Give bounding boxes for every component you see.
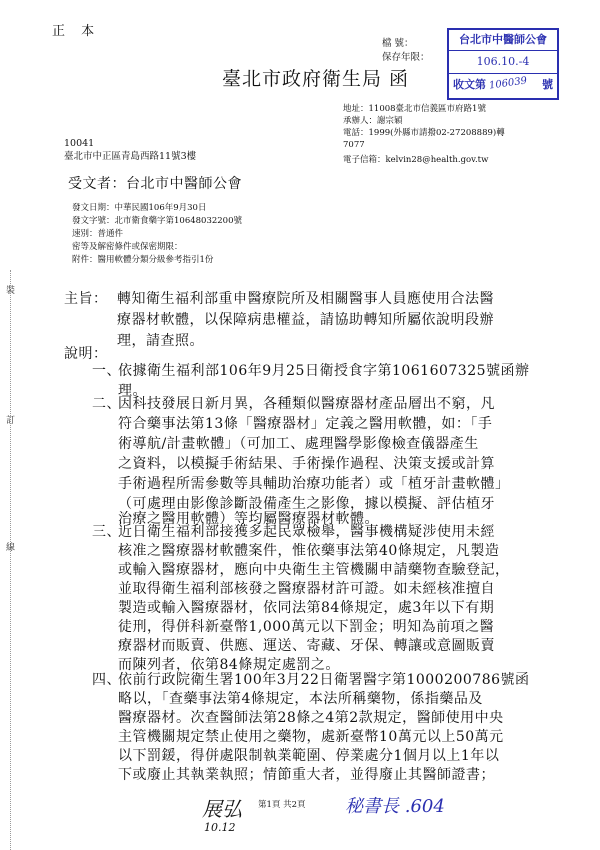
- subject-line: 理，請查照。: [117, 333, 204, 349]
- recipient-address: 臺北市中正區青島西路11號3樓: [64, 151, 197, 162]
- copy-mark: 正 本: [52, 24, 101, 39]
- item-line: 略以，「查藥事法第4條規定，本法所稱藥物，係指藥品及: [118, 691, 483, 707]
- item-line: 近日衛生福利部接獲多起民眾檢舉，醫事機構疑涉使用未經: [118, 524, 495, 540]
- margin-mark-staple: 訂: [6, 416, 16, 426]
- item-line: 以下罰鍰，得併處限制執業範圍、停業處分1個月以上1年以: [118, 748, 500, 764]
- handwritten-note-left: 展弘: [202, 797, 242, 821]
- item-line: 因科技發展日新月異，各種類似醫療器材產品層出不窮，凡: [118, 396, 495, 412]
- urgency: 速別：普通件: [72, 229, 124, 239]
- item-line: 治療之醫用軟體）等均屬醫療器材軟體。: [118, 511, 379, 527]
- item-line: 並取得衛生福利部核發之醫療器材許可證。如未經核准擅自: [118, 581, 495, 597]
- item-line: 醫療器材。次查醫師法第28條之4第2款規定，醫師使用中央: [118, 710, 504, 726]
- confidentiality: 密等及解密條件或保密期限：: [72, 242, 183, 252]
- binding-line: [10, 270, 11, 850]
- recipient-postal-code: 10041: [64, 138, 95, 149]
- sender-address: 地址：11008臺北市信義區市府路1號: [343, 104, 486, 114]
- item-number: 一、: [92, 363, 121, 379]
- item-line: 徒刑，得併科新臺幣1,000萬元以下罰金；明知為前項之醫: [118, 619, 495, 635]
- handwritten-signature: 秘書長 .604: [345, 796, 445, 817]
- stamp-received-label: 收文第: [453, 78, 486, 91]
- stamp-received-suffix: 號: [542, 78, 553, 91]
- item-line: 符合藥事法第13條「醫療器材」定義之醫用軟體，如：「手: [118, 416, 493, 432]
- stamp-received-number: 106039: [488, 75, 528, 92]
- contact-person: 承辦人：謝宗穎: [343, 116, 403, 126]
- margin-mark-bind: 裝: [6, 286, 16, 296]
- document-title: 臺北市政府衛生局 函: [222, 68, 410, 90]
- page-number: 第1頁 共2頁: [258, 800, 306, 810]
- subject-label: 主旨：: [64, 291, 108, 307]
- retention-label: 保存年限：: [382, 52, 430, 63]
- explanation-label: 說明：: [64, 346, 108, 362]
- contact-phone: 電話：1999(外縣市請撥02-27208889)轉: [343, 128, 505, 138]
- attachment: 附件：醫用軟體分類分級參考指引1份: [72, 255, 214, 265]
- handwritten-date: 10.12: [204, 821, 236, 834]
- item-line: 或輸入醫療器材，應向中央衛生主管機關申請藥物查驗登記，: [118, 562, 510, 578]
- item-line: 製造或輸入醫療器材，依同法第84條規定，處3年以下有期: [118, 600, 495, 616]
- item-line: 下或廢止其執業執照；情節重大者，並得廢止其醫師證書；: [118, 767, 495, 783]
- item-line: 之資料，以模擬手術結果、手術操作過程、決策支援或計算: [118, 456, 495, 472]
- item-line: （可處理由影像診斷設備產生之影像，據以模擬、評估植牙: [118, 496, 495, 512]
- contact-phone-ext: 7077: [343, 140, 365, 150]
- contact-email: 電子信箱：kelvin28@health.gov.tw: [343, 155, 489, 165]
- item-line: 手術過程所需參數等具輔助治療功能者）或「植牙計畫軟體」: [118, 476, 510, 492]
- item-line: 依前行政院衛生署100年3月22日衛署醫字第1000200786號函: [118, 672, 530, 688]
- subject-line: 療器材軟體，以保障病患權益，請協助轉知所屬依說明段辦: [117, 312, 494, 328]
- item-line: 依據衛生福利部106年9月25日衛授食字第1061607325號函辦: [118, 363, 530, 379]
- item-line: 而陳列者，依第84條規定處罰之。: [118, 657, 340, 673]
- file-number-label: 檔 號：: [382, 38, 414, 49]
- stamp-date: 106.10.-4: [449, 51, 557, 74]
- recipient: 受文者：台北市中醫師公會: [68, 176, 242, 192]
- stamp-org: 台北市中醫師公會: [449, 30, 557, 51]
- item-number: 四、: [92, 672, 121, 688]
- item-line: 理。: [118, 383, 147, 399]
- item-line: 核准之醫療器材軟體案件，惟依藥事法第40條規定，凡製造: [118, 543, 500, 559]
- subject-line: 轉知衛生福利部重申醫療院所及相關醫事人員應使用合法醫: [117, 291, 494, 307]
- item-line: 主管機關規定禁止使用之藥物，處新臺幣10萬元以上50萬元: [118, 729, 504, 745]
- document-number: 發文字號：北市衛食藥字第10648032200號: [72, 216, 242, 226]
- margin-mark-line: 線: [6, 543, 16, 553]
- receipt-stamp: [447, 28, 559, 100]
- item-line: 術導航/計畫軟體」（可加工、處理醫學影像檢查儀器產生: [118, 436, 479, 452]
- issue-date: 發文日期：中華民國106年9月30日: [72, 203, 207, 213]
- item-line: 療器材而販賣、供應、運送、寄藏、牙保、轉讓或意圖販賣: [118, 638, 495, 654]
- item-number: 三、: [92, 524, 121, 540]
- item-number: 二、: [92, 396, 121, 412]
